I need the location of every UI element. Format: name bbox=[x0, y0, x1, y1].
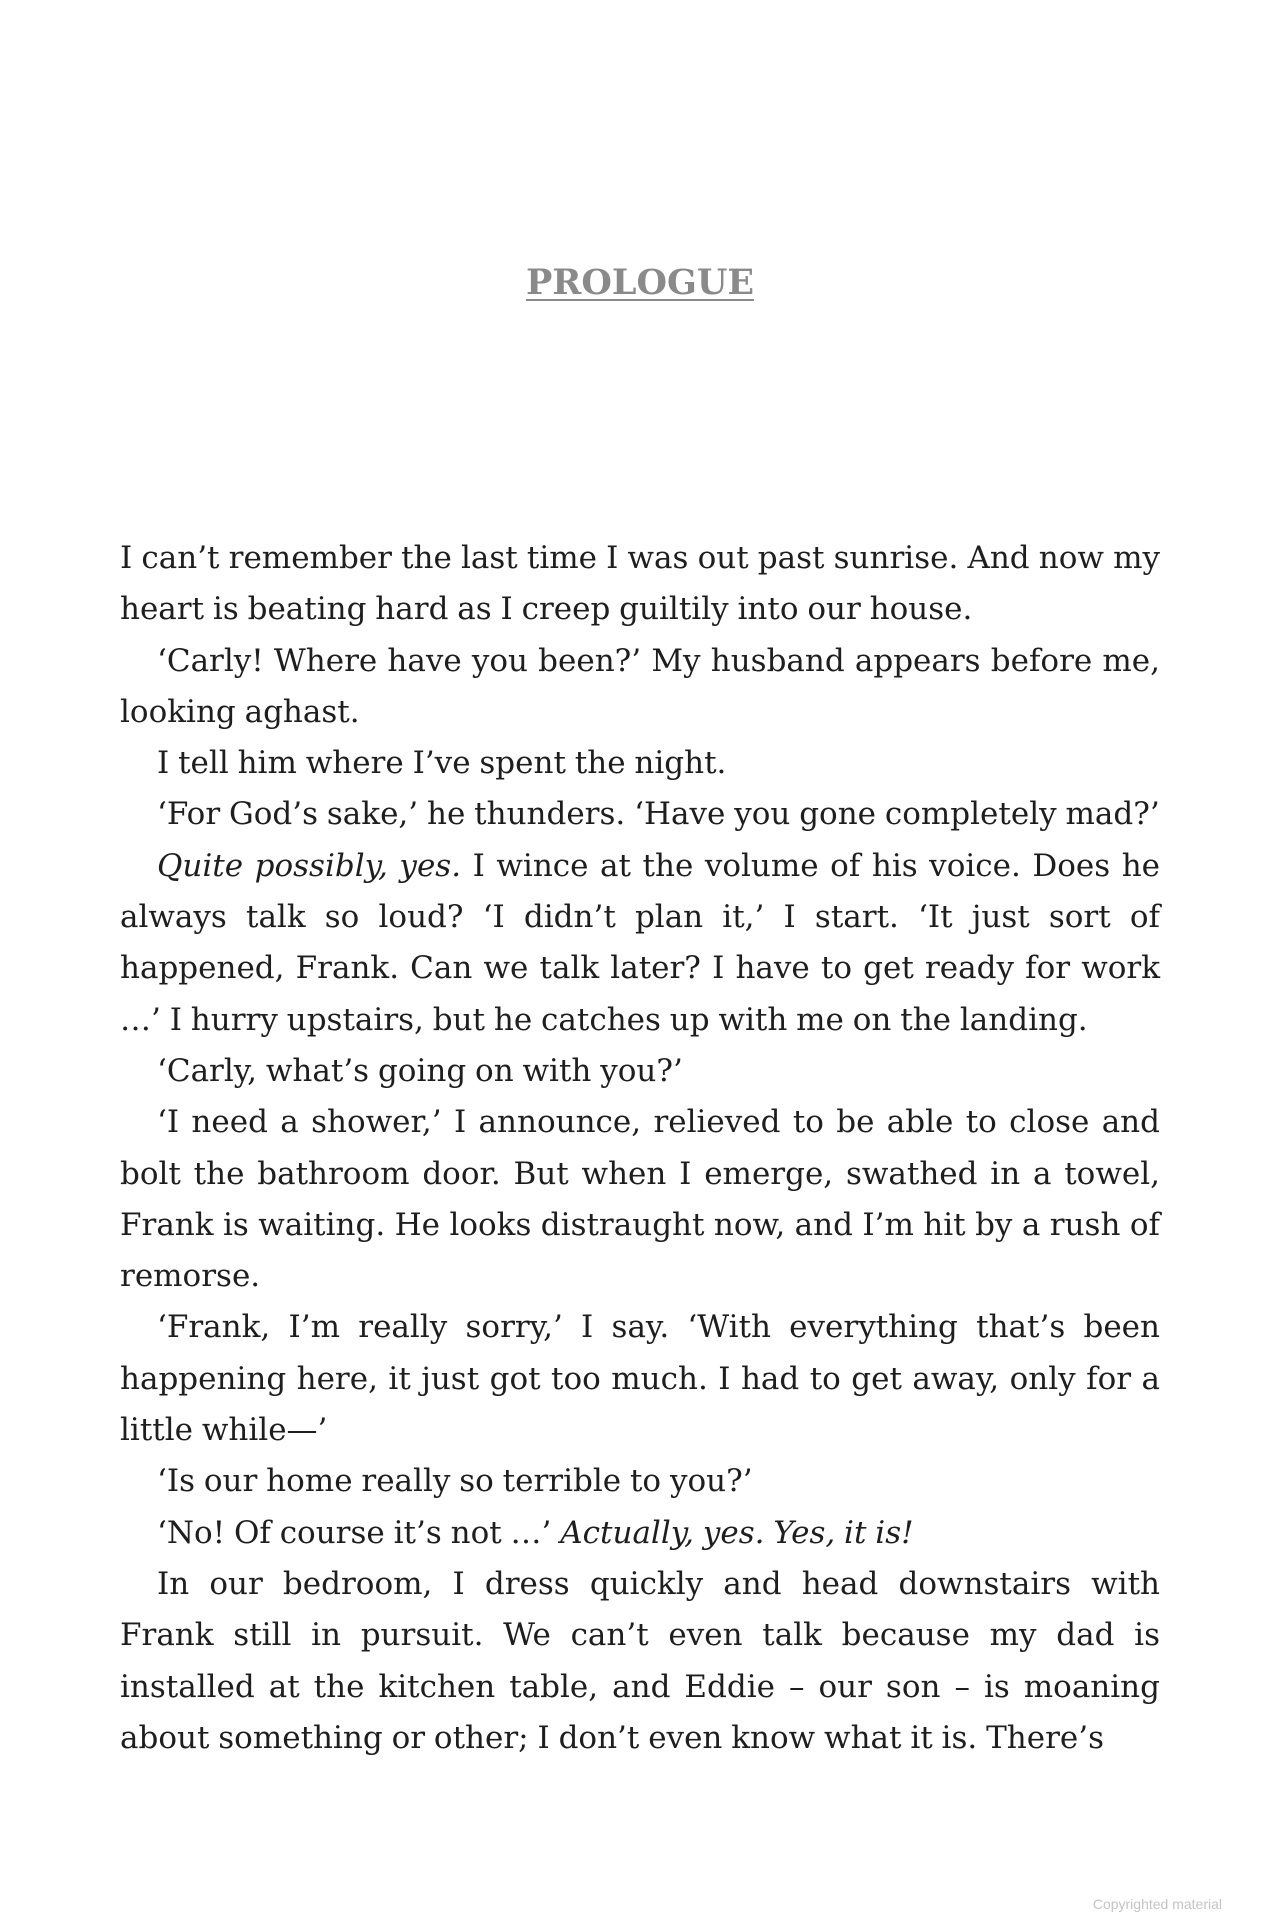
paragraph-text: ‘No! Of course it’s not …’ bbox=[157, 1514, 561, 1551]
paragraph-text: ‘I need a shower,’ I announce, relieved to be able to close and bolt the bathroom door. But when I emerge, swathed in a towel, Frank is waiting. He looks distraught now, and I’m hit by a rush of remorse. bbox=[120, 1104, 1160, 1295]
paragraph bbox=[120, 1559, 1160, 1764]
paragraph bbox=[120, 738, 1160, 789]
paragraph-text: In our bedroom, I dress quickly and head downstairs with Frank still in pursuit. We can’t even talk because my dad is installed at the kitchen table, and Eddie – our son – is moaning about something or other; I don’t even know what it is. There’s bbox=[120, 1565, 1160, 1756]
paragraph bbox=[120, 533, 1160, 636]
copyright-watermark: Copyrighted material bbox=[1092, 1896, 1222, 1912]
paragraph-text: I tell him where I’ve spent the night. bbox=[157, 745, 727, 782]
chapter-body bbox=[120, 533, 1160, 1764]
paragraph bbox=[120, 636, 1160, 739]
paragraph bbox=[120, 789, 1160, 840]
paragraph-text: ‘Carly! Where have you been?’ My husband appears before me, looking aghast. bbox=[120, 642, 1160, 730]
italic-thought: Quite possibly, yes. bbox=[157, 847, 462, 884]
paragraph-text: ‘Is our home really so terrible to you?’ bbox=[157, 1463, 753, 1500]
paragraph-text: ‘Frank, I’m really sorry,’ I say. ‘With everything that’s been happening here, it just got too much. I had to get away, only for a little while—’ bbox=[120, 1309, 1160, 1449]
paragraph bbox=[120, 1046, 1160, 1097]
paragraph-text: I can’t remember the last time I was out past sunrise. And now my heart is beating hard as I creep guiltily into our house. bbox=[120, 540, 1160, 628]
paragraph bbox=[120, 1097, 1160, 1302]
paragraph-text: ‘Carly, what’s going on with you?’ bbox=[157, 1052, 683, 1089]
paragraph-text: I wince at the volume of his voice. Does he always talk so loud? ‘I didn’t plan it,’ I start. ‘It just sort of happened, Frank. Can we talk later? I have to get ready for work …’ I hurry upstairs, but he catches up with me on the landing. bbox=[120, 847, 1161, 1038]
paragraph-text: ‘For God’s sake,’ he thunders. ‘Have you gone completely mad?’ bbox=[157, 796, 1160, 833]
paragraph bbox=[120, 1456, 1160, 1507]
paragraph bbox=[120, 1302, 1160, 1456]
paragraph bbox=[120, 1508, 1160, 1559]
italic-thought: Actually, yes. Yes, it is! bbox=[560, 1514, 914, 1551]
chapter-title: PROLOGUE bbox=[525, 262, 755, 303]
paragraph bbox=[120, 841, 1160, 1046]
